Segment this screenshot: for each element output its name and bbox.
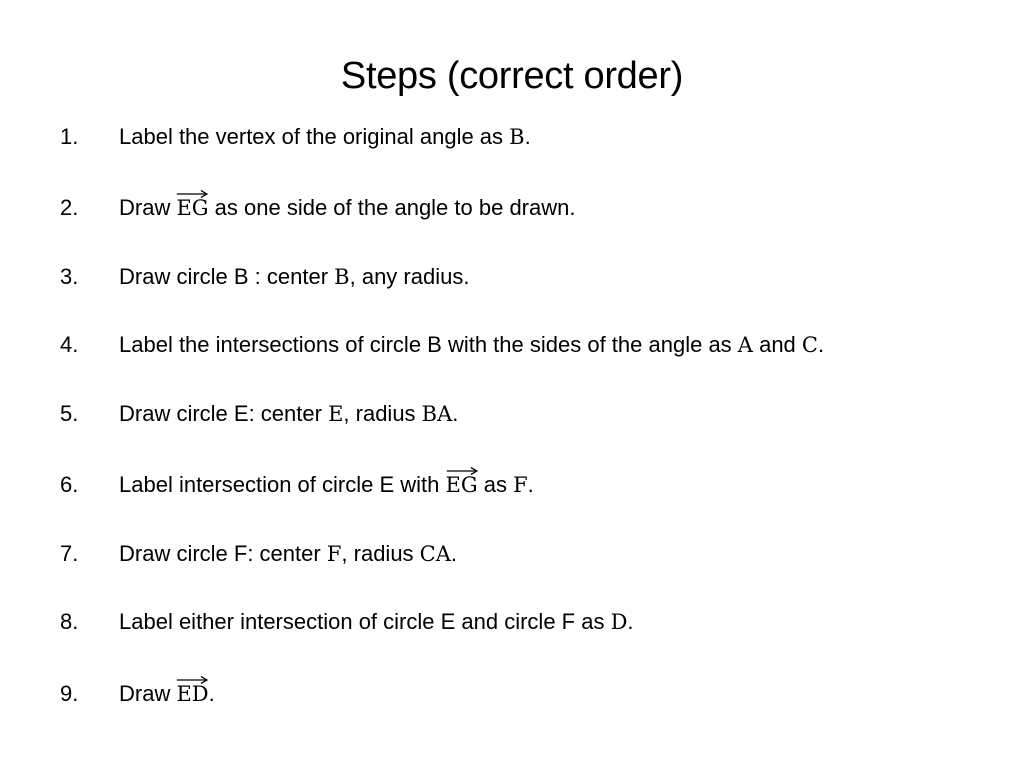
step-text-part: Draw [119,681,177,706]
step-text-part: and [752,332,802,357]
math-segment: BA [421,402,453,426]
step-text-part: Draw circle E: center [119,401,329,426]
math-point: A [737,333,753,357]
step-text [119,188,575,228]
step-number: 8. [60,609,79,634]
math-point: D [610,610,628,634]
slide-title: Steps (correct order) [340,55,684,97]
ray-arrow-icon [176,189,208,198]
step-text-part: Draw [119,195,177,220]
step-text-part: . [208,681,215,706]
ray-notation [176,683,208,705]
math-point: F [326,542,342,566]
step-text-part: . [527,472,534,497]
step-number: 5. [60,401,79,426]
step-text-part: Label the vertex of the original angle as [119,124,510,149]
step-text [119,394,458,434]
step-number: 3. [60,264,79,289]
step-number: 4. [60,332,79,357]
step-text-part: Label the intersections of circle B with the sides of the angle as [119,332,738,357]
step-1 [0,117,1000,157]
step-text-part: Draw circle F: center [119,541,327,566]
step-text-part: Label either intersection of circle E and circle F as [119,609,611,634]
ray-label: EG [176,196,209,220]
step-9 [0,674,1000,714]
step-text-part: Draw circle B : center [119,264,335,289]
step-text-part: . [450,541,458,566]
step-text-part: as one side of the angle to be drawn. [208,195,576,220]
step-text-part: , radius [343,401,422,426]
step-5 [0,394,1000,434]
step-text [119,465,534,505]
step-number: 9. [60,681,79,706]
step-text-part: . [452,401,459,426]
step-4 [0,325,1000,365]
step-text-part: . [627,609,634,634]
step-text [119,117,531,157]
step-text [119,534,457,574]
step-6 [0,465,1000,505]
step-text-part: . [817,332,825,357]
ray-label: EG [445,473,478,497]
ray-arrow-icon [176,675,208,684]
step-2 [0,188,1000,228]
ray-label: ED [176,682,209,706]
step-number: 2. [60,195,79,220]
math-point: B [509,125,525,149]
step-text [119,602,634,642]
step-7 [0,534,1000,574]
step-text-part: . [524,124,531,149]
step-text-part: as [477,472,514,497]
step-text-part: , any radius. [349,264,470,289]
step-text [119,325,824,365]
step-text [119,674,215,714]
ray-arrow-icon [446,466,478,475]
math-point: E [328,402,344,426]
math-point: B [334,265,350,289]
step-8 [0,602,1000,642]
step-number: 1. [60,124,79,149]
ray-notation [446,474,478,496]
math-point: C [801,333,818,357]
step-text-part: Label intersection of circle E with [119,472,446,497]
math-point: F [513,473,528,497]
step-text-part: , radius [341,541,420,566]
step-number: 7. [60,541,79,566]
math-segment: CA [419,542,451,566]
step-text [119,257,469,297]
ray-notation [176,197,208,219]
step-number: 6. [60,472,79,497]
step-3 [0,257,1000,297]
